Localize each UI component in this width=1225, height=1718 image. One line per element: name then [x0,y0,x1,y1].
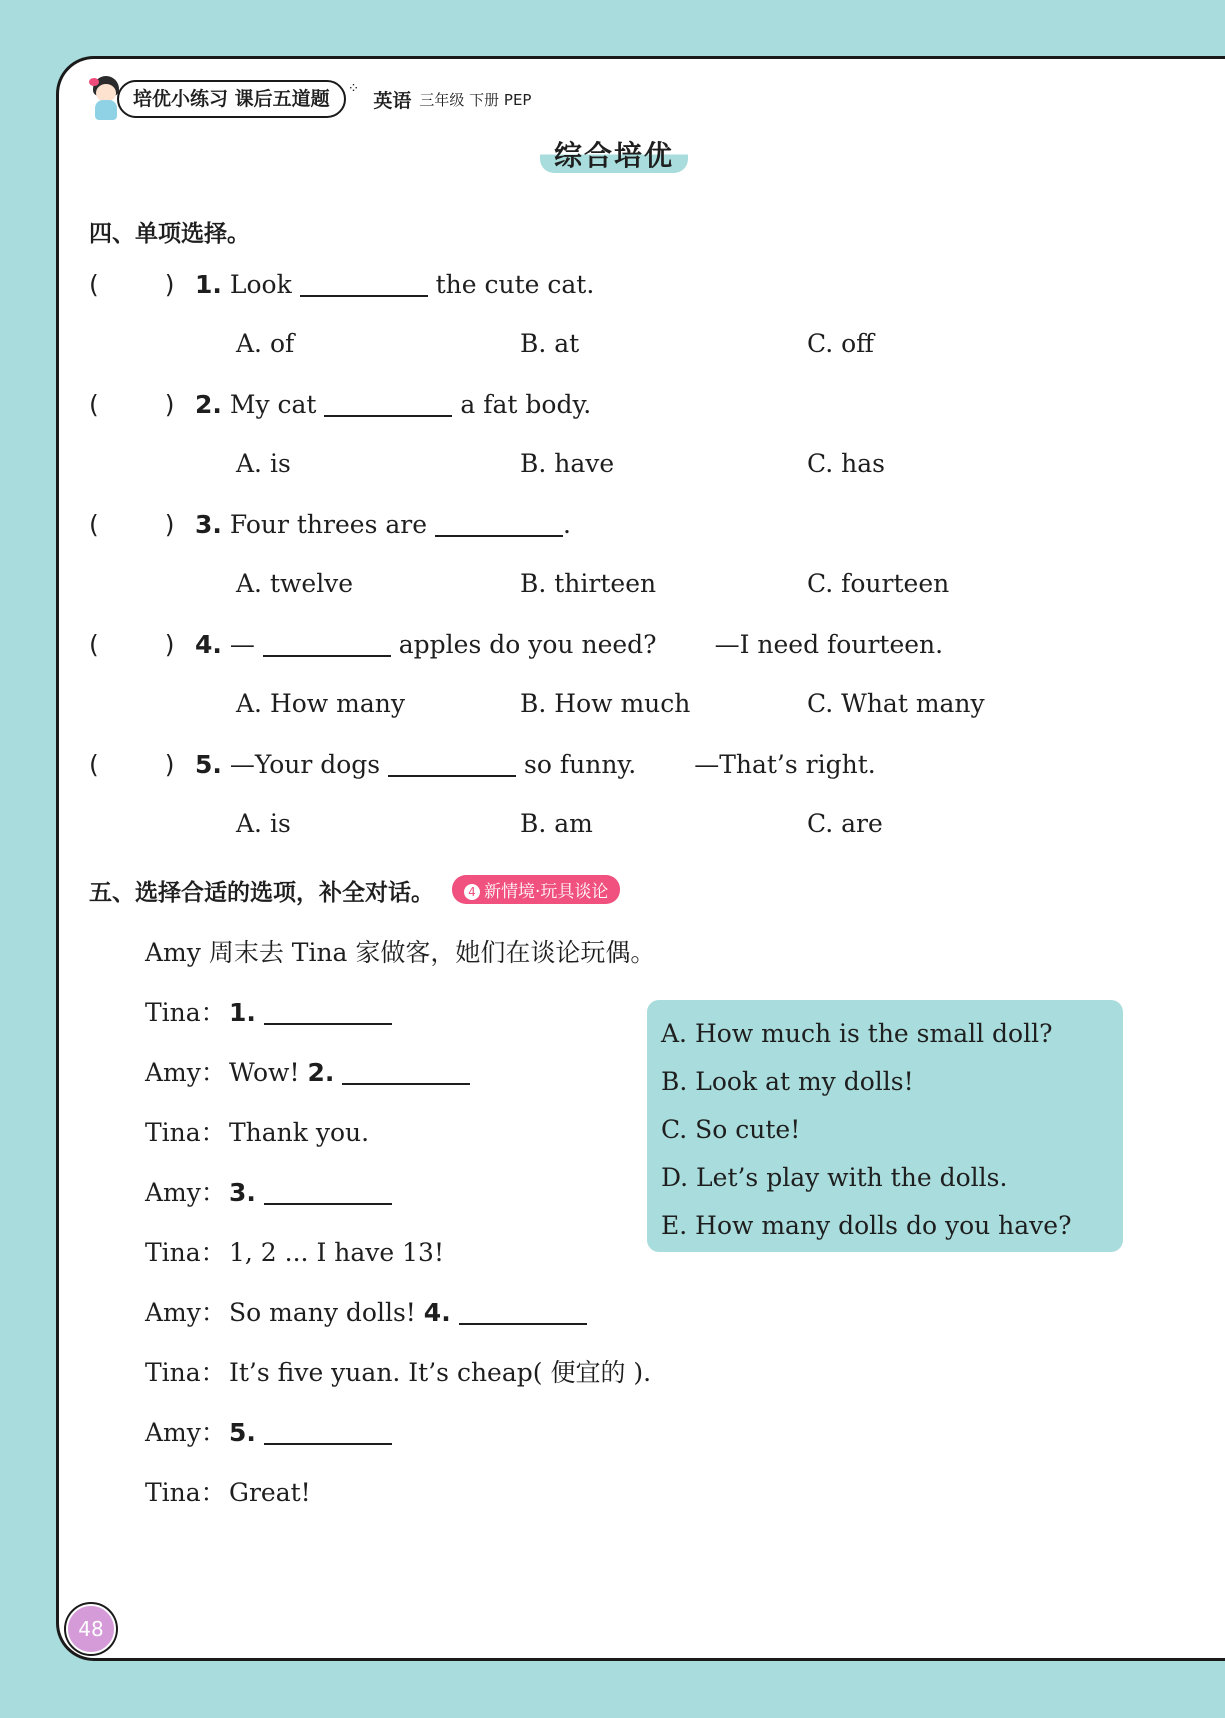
option[interactable]: B. have [520,449,615,478]
answer-blank[interactable] [324,389,452,417]
choice-option[interactable]: D. Let’s play with the dolls. [661,1163,1008,1192]
worksheet-page [56,56,1225,1661]
answer-blank[interactable] [263,629,391,657]
dialogue-line: Amy： 5. [145,1413,392,1449]
answer-parens[interactable]: ( ) [89,510,175,539]
choice-option[interactable]: C. So cute! [661,1115,801,1144]
dialogue-intro: Amy 周末去 Tina 家做客，她们在谈论玩偶。 [145,938,656,967]
answer-parens[interactable]: ( ) [89,390,175,419]
scenario-badge: 4 新情境·玩具谈论 [452,875,620,904]
option[interactable]: A. twelve [236,569,354,598]
dialogue-line: Tina： Thank you. [145,1118,370,1147]
answer-blank[interactable] [435,509,563,537]
dialogue-line: Tina： It’s five yuan. It’s cheap( 便宜的 ). [145,1358,652,1387]
grade-label: 三年级 下册 PEP [419,90,532,109]
answer-parens[interactable]: ( ) [89,630,175,659]
option[interactable]: C. What many [807,689,985,718]
option[interactable]: A. is [236,449,291,478]
option[interactable]: B. thirteen [520,569,657,598]
dialogue-line: Amy： So many dolls! 4. [145,1293,587,1329]
sparkle-icon: ⁘ [347,81,360,97]
badge-icon: 4 [464,884,480,900]
dialogue-blank[interactable] [459,1297,587,1325]
option[interactable]: C. fourteen [807,569,950,598]
page-number: 48 [66,1604,116,1654]
question-4: ( ) 4. — apples do you need? —I need fourteen. [89,630,944,659]
question-5: ( ) 5. —Your dogs so funny. —That’s right. [89,750,876,779]
question-3: ( ) 3. Four threes are . [89,510,571,539]
dialogue-line: Tina： 1. [145,993,392,1029]
dialogue-line: Amy： 3. [145,1173,392,1209]
choice-option[interactable]: E. How many dolls do you have? [661,1211,1072,1240]
mascot-icon [89,76,123,122]
option[interactable]: B. am [520,809,593,838]
section5-heading: 五、选择合适的选项，补全对话。 4 新情境·玩具谈论 [89,874,620,907]
subject-label: 英语 [373,89,412,112]
brand-label: 培优小练习 课后五道题 [117,80,346,118]
choice-option[interactable]: A. How much is the small doll? [661,1019,1053,1048]
answer-parens[interactable]: ( ) [89,750,175,779]
dialogue-line: Tina： Great! [145,1478,311,1507]
option[interactable]: C. has [807,449,885,478]
header [89,77,531,121]
answer-blank[interactable] [388,749,516,777]
answer-parens[interactable]: ( ) [89,270,175,299]
option[interactable]: A. How many [236,689,405,718]
dialogue-blank[interactable] [264,997,392,1025]
page-title: 综合培优 [540,139,688,173]
question-1: ( ) 1. Look the cute cat. [89,270,595,299]
dialogue-blank[interactable] [342,1057,470,1085]
option[interactable]: C. are [807,809,883,838]
option[interactable]: A. is [236,809,291,838]
title-wrap [59,139,1169,173]
option[interactable]: A. of [236,329,295,358]
options-box [647,1000,1123,1252]
dialogue-line: Amy： Wow! 2. [145,1053,470,1089]
option[interactable]: B. at [520,329,580,358]
option[interactable]: C. off [807,329,874,358]
dialogue-blank[interactable] [264,1177,392,1205]
section4-heading: 四、单项选择。 [89,221,250,247]
question-2: ( ) 2. My cat a fat body. [89,390,592,419]
choice-option[interactable]: B. Look at my dolls! [661,1067,914,1096]
dialogue-line: Tina： 1, 2 ... I have 13! [145,1238,444,1267]
option[interactable]: B. How much [520,689,691,718]
answer-blank[interactable] [300,269,428,297]
dialogue-blank[interactable] [264,1417,392,1445]
